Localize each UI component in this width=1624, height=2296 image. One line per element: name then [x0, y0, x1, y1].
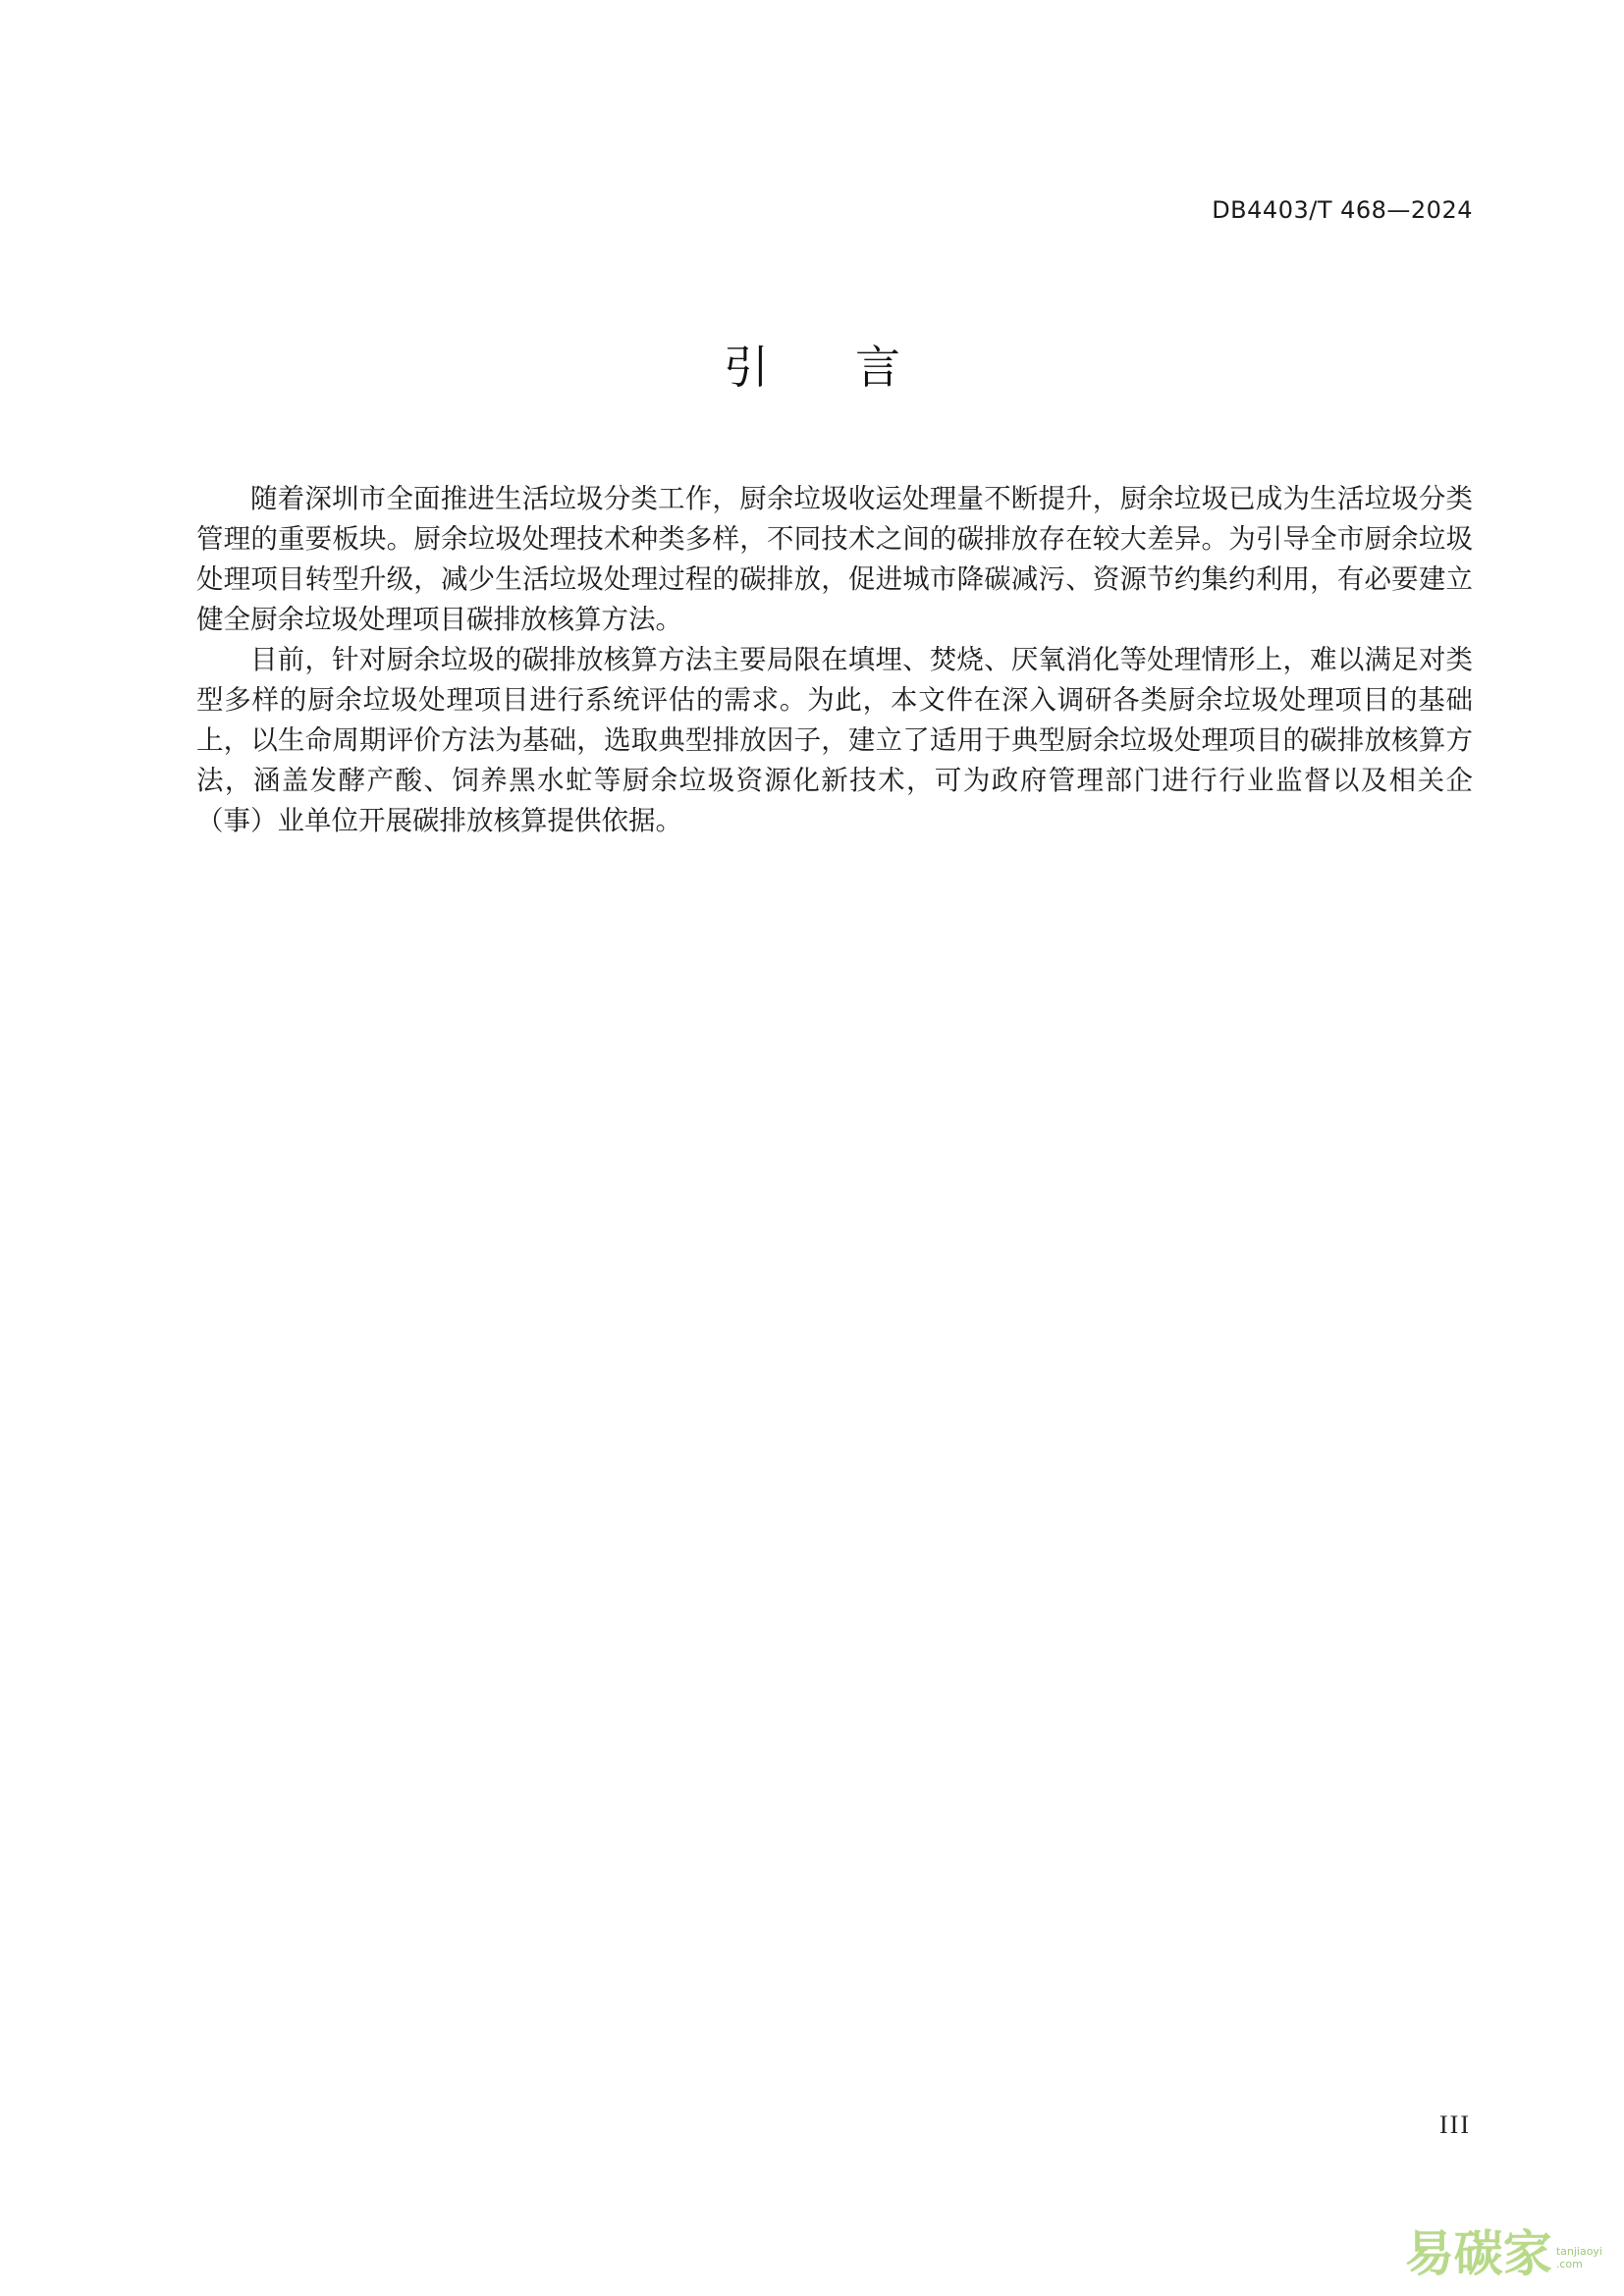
paragraph-1: 随着深圳市全面推进生活垃圾分类工作，厨余垃圾收运处理量不断提升，厨余垃圾已成为生活垃圾分类管理的重要板块。厨余垃圾处理技术种类多样，不同技术之间的碳排放存在较大差异。为引导全市厨余垃圾处理项目转型升级，减少生活垃圾处理过程的碳排放，促进城市降碳减污、资源节约集约利用，有必要建立健全厨余垃圾处理项目碳排放核算方法。	[196, 483, 1473, 635]
title-char-1: 引	[724, 341, 769, 394]
watermark-domain-line2: .com	[1555, 2257, 1583, 2270]
page-number: III	[1439, 2110, 1471, 2139]
introduction-body	[196, 479, 1473, 841]
section-title	[0, 332, 1624, 397]
standard-code: DB4403/T 468—2024	[1212, 196, 1473, 224]
title-char-2: 言	[855, 341, 900, 394]
watermark-brand: 易碳家	[1404, 2225, 1552, 2282]
watermark-domain	[1556, 2245, 1602, 2278]
watermark-domain-line1: tanjiaoyi	[1555, 2244, 1602, 2258]
paragraph-2: 目前，针对厨余垃圾的碳排放核算方法主要局限在填埋、焚烧、厌氧消化等处理情形上，难以满足对类型多样的厨余垃圾处理项目进行系统评估的需求。为此，本文件在深入调研各类厨余垃圾处理项目的基础上，以生命周期评价方法为基础，选取典型排放因子，建立了适用于典型厨余垃圾处理项目的碳排放核算方法，涵盖发酵产酸、饲养黑水虻等厨余垃圾资源化新技术，可为政府管理部门进行行业监督以及相关企（事）业单位开展碳排放核算提供依据。	[196, 644, 1473, 836]
site-watermark	[1404, 2225, 1602, 2282]
